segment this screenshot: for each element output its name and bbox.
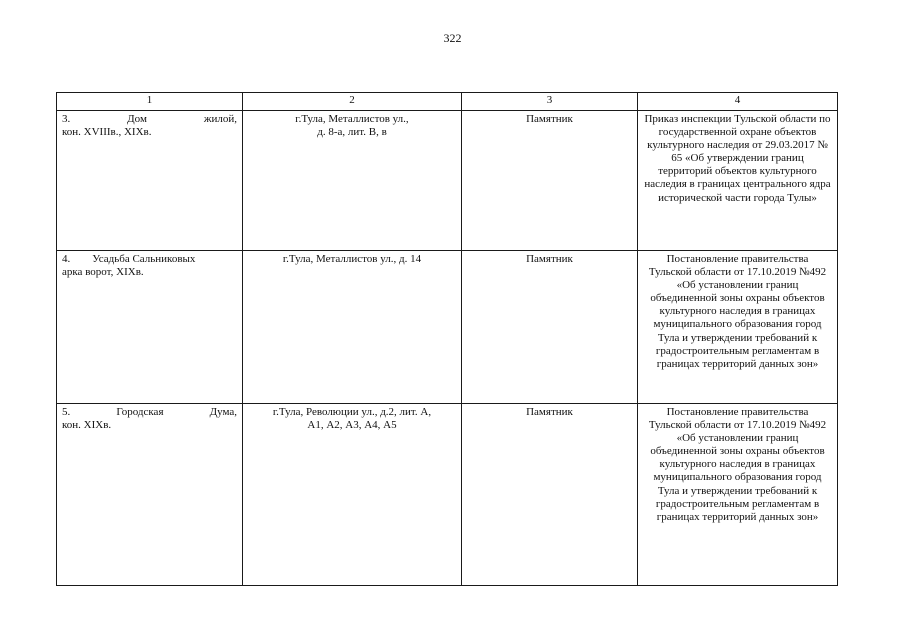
- row-number: 5.: [62, 406, 71, 418]
- object-name-line2: арка ворот, XIXв.: [62, 266, 144, 279]
- object-type-cell: [462, 404, 638, 586]
- object-type-cell: [462, 251, 638, 404]
- row-number: 3.: [62, 113, 71, 125]
- legal-document-text: Приказ инспекции Тульской области по государственной охране объектов культурного наследия от 29.03.2017 № 65 «Об утверждении границ территорий объектов культурного наследия в границах центрального ядра исторической части города Тулы»: [644, 113, 831, 204]
- address-line: д. 8-а, лит. В, в: [317, 126, 387, 139]
- legal-document-cell: [638, 404, 838, 586]
- table-header-row: [57, 93, 838, 111]
- object-type-cell: [462, 111, 638, 251]
- page-number: 322: [443, 31, 462, 45]
- address-cell: [243, 251, 462, 404]
- legal-document-text: Постановление правительства Тульской области от 17.10.2019 №492 «Об установлении границ объединенной зоны охраны объектов культурного наследия в границах муниципального образования город Тула и утверждении требований к градостроительным регламентам в границах территорий данных зон»: [648, 253, 827, 370]
- address-cell: [243, 404, 462, 586]
- address-line: г.Тула, Металлистов ул.,: [295, 113, 409, 125]
- object-name-cell: [57, 251, 243, 404]
- column-header-4: 4: [638, 93, 838, 111]
- object-type: Памятник: [526, 253, 573, 265]
- object-name-line2: кон. XIXв.: [62, 419, 112, 432]
- address-line: г.Тула, Металлистов ул., д. 14: [282, 253, 422, 265]
- legal-document-cell: [638, 111, 838, 251]
- column-header-2: 2: [243, 93, 462, 111]
- object-name-cell: [57, 404, 243, 586]
- object-type: Памятник: [526, 113, 573, 125]
- object-type: Памятник: [526, 406, 573, 418]
- legal-document-cell: [638, 251, 838, 404]
- table-row: [57, 404, 838, 586]
- row-number: 4.: [62, 253, 71, 265]
- object-name-cell: [57, 111, 243, 251]
- address-cell: [243, 111, 462, 251]
- object-name-word: Городская: [116, 406, 164, 418]
- table-row: [57, 251, 838, 404]
- legal-document-text: Постановление правительства Тульской области от 17.10.2019 №492 «Об установлении границ объединенной зоны охраны объектов культурного наследия в границах муниципального образования город Тула и утверждении требований к градостроительным регламентам в границах территорий данных зон»: [648, 406, 827, 523]
- object-name-word: Дом: [127, 113, 147, 125]
- table-row: [57, 111, 838, 251]
- object-name-word: Дума,: [209, 406, 237, 418]
- object-name-word: Усадьба Сальниковых: [92, 253, 196, 265]
- object-name-line2: кон. XVIIIв., XIXв.: [62, 126, 152, 139]
- object-name-word: жилой,: [203, 113, 237, 125]
- address-line: А1, А2, А3, А4, А5: [307, 419, 397, 432]
- column-header-3: 3: [462, 93, 638, 111]
- column-header-1: 1: [57, 93, 243, 111]
- address-line: г.Тула, Революции ул., д.2, лит. А,: [272, 406, 432, 418]
- heritage-objects-table: [56, 92, 838, 586]
